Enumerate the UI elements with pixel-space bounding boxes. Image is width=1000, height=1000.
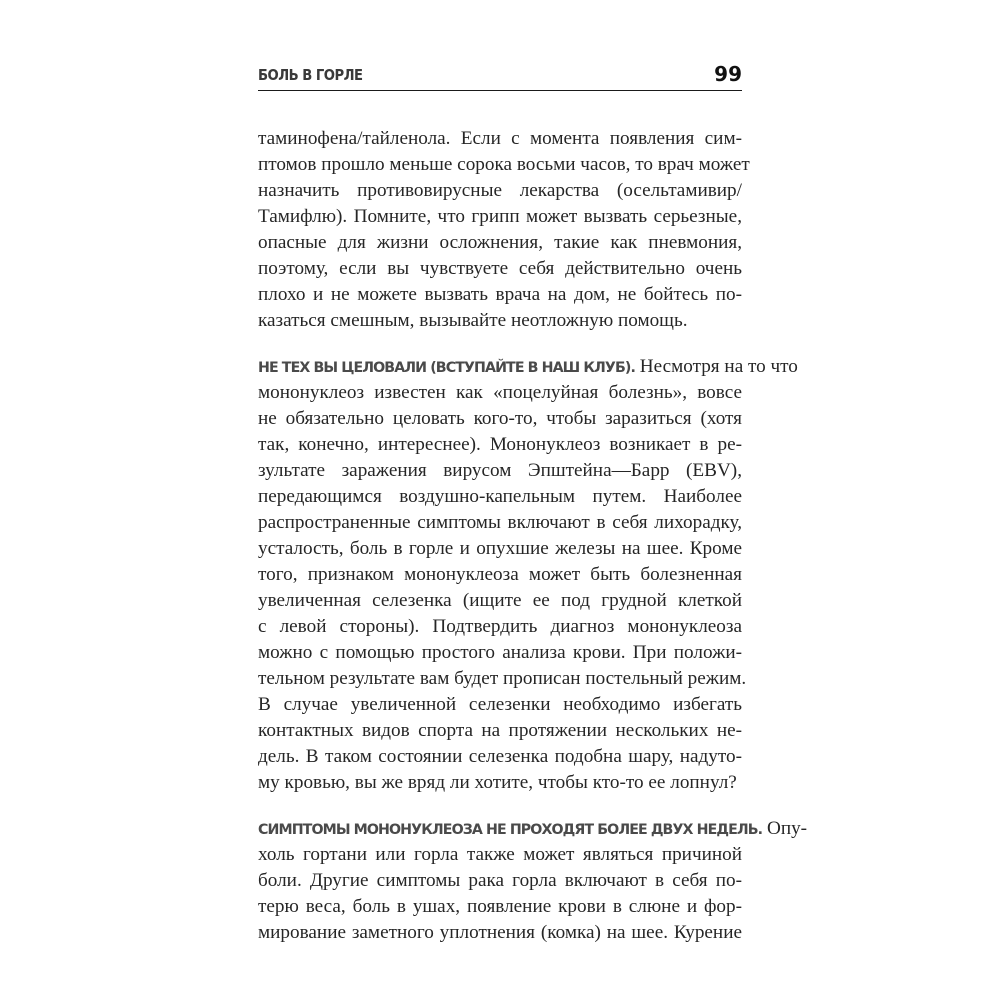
text-line: казаться смешным, вызывайте неотложную помощь. [258, 310, 688, 331]
text-line: холь гортани или горла также может являться причиной [258, 844, 742, 865]
paragraph-heading: НЕ ТЕХ ВЫ ЦЕЛОВАЛИ (ВСТУПАЙТЕ В НАШ КЛУБ). [258, 360, 635, 376]
text-line: передающимся воздушно-капельным путем. Наиболее [258, 486, 742, 507]
paragraph-heading: СИМПТОМЫ МОНОНУКЛЕОЗА НЕ ПРОХОДЯТ БОЛЕЕ ДВУХ НЕДЕЛЬ. [258, 822, 763, 838]
text-line: тельном результате вам будет прописан постельный режим. [258, 668, 747, 689]
text-line [258, 816, 808, 842]
text-line: боли. Другие симптомы рака горла включают в себя по- [258, 870, 742, 891]
text-line: В случае увеличенной селезенки необходимо избегать [258, 694, 742, 715]
text-line: увеличенная селезенка (ищите ее под грудной клеткой [258, 590, 742, 611]
text-line: распространенные симптомы включают в себя лихорадку, [258, 512, 742, 533]
text-line: му кровью, вы же вряд ли хотите, чтобы кто-то ее лопнул? [258, 772, 737, 793]
page-number: 99 [714, 62, 742, 86]
text-line: можно с помощью простого анализа крови. При положи- [258, 642, 742, 663]
running-header [258, 62, 742, 91]
text-line: мирование заметного уплотнения (комка) на шее. Курение [258, 922, 742, 943]
chapter-title: БОЛЬ В ГОРЛЕ [258, 66, 363, 84]
text-line: плохо и не можете вызвать врача на дом, не бойтесь по- [258, 284, 742, 305]
text-line: не обязательно целовать кого-то, чтобы заразиться (хотя [258, 408, 742, 429]
text-line: назначить противовирусные лекарства (осельтамивир/ [258, 180, 742, 201]
text-line: таминофена/тайленола. Если с момента появления сим- [258, 128, 742, 149]
text-line: того, признаком мононуклеоза может быть болезненная [258, 564, 742, 585]
text-line: контактных видов спорта на протяжении нескольких не- [258, 720, 742, 741]
text-line: с левой стороны). Подтвердить диагноз мононуклеоза [258, 616, 742, 637]
text-line: мононуклеоз известен как «поцелуйная болезнь», вовсе [258, 382, 742, 403]
text-line: зультате заражения вирусом Эпштейна—Барр (EBV), [258, 460, 742, 481]
text-fragment: Опу- [762, 818, 808, 839]
text-line: так, конечно, интереснее). Мононуклеоз возникает в ре- [258, 434, 742, 455]
text-line: опасные для жизни осложнения, такие как пневмония, [258, 232, 742, 253]
text-fragment: Несмотря на то что [634, 356, 798, 377]
text-line: терю веса, боль в ушах, появление крови в слюне и фор- [258, 896, 742, 917]
text-line: птомов прошло меньше сорока восьми часов, то врач может [258, 154, 750, 175]
text-line: дель. В таком состоянии селезенка подобна шару, надуто- [258, 746, 742, 767]
text-line: Тамифлю). Помните, что грипп может вызвать серьезные, [258, 206, 742, 227]
text-line [258, 354, 798, 380]
text-line: усталость, боль в горле и опухшие железы на шее. Кроме [258, 538, 742, 559]
text-line: поэтому, если вы чувствуете себя действительно очень [258, 258, 742, 279]
